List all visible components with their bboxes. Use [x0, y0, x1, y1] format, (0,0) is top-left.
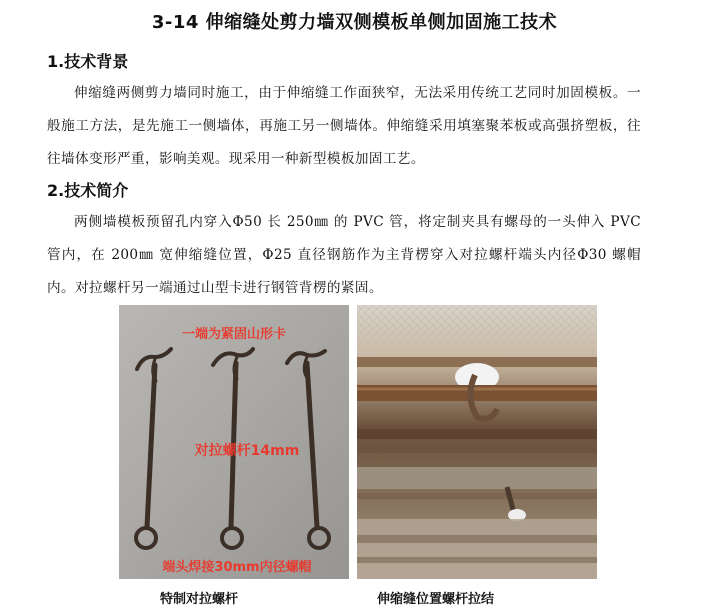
label-clamp-end: 一端为紧固山形卡: [181, 327, 287, 342]
page-title: 3-14 伸缩缝处剪力墙双侧模板单侧加固施工技术: [151, 12, 558, 33]
caption-figure1: 特制对拉螺杆: [160, 592, 239, 607]
label-tie-bolt: 对拉螺杆14mm: [194, 443, 300, 459]
section-heading-introduction: 2.技术简介: [47, 181, 129, 200]
caption-figure2: 伸缩缝位置螺杆拉结: [377, 592, 495, 607]
label-welded-nut: 端头焊接30mm内径螺帽: [162, 560, 312, 575]
section-text-introduction: 两侧墙模板预留孔内穿入Φ50 长 250㎜ 的 PVC 管，将定制夹具有螺母的一头伸入 PVC 管内，在 200㎜ 宽伸缩缝位置，Φ25 直径钢筋作为主背楞穿入对拉螺杆端头内径Φ30 螺帽内。对拉螺杆另一端通过山型卡进行钢管背楞的紧固。: [47, 214, 641, 296]
section-text-background: 伸缩缝两侧剪力墙同时施工，由于伸缩缝工作面狭窄，无法采用传统工艺同时加固模板。一般施工方法，是先施工一侧墙体，再施工另一侧墙体。伸缩缝采用填塞聚苯板或高强挤塑板，往往墙体变形严重，影响美观。现采用一种新型模板加固工艺。: [47, 85, 641, 167]
section-heading-background: 1.技术背景: [47, 52, 129, 71]
expansion-joint-photo: [357, 305, 597, 579]
tie-bolt-photo: [119, 305, 349, 579]
rebar-main: [357, 385, 597, 401]
